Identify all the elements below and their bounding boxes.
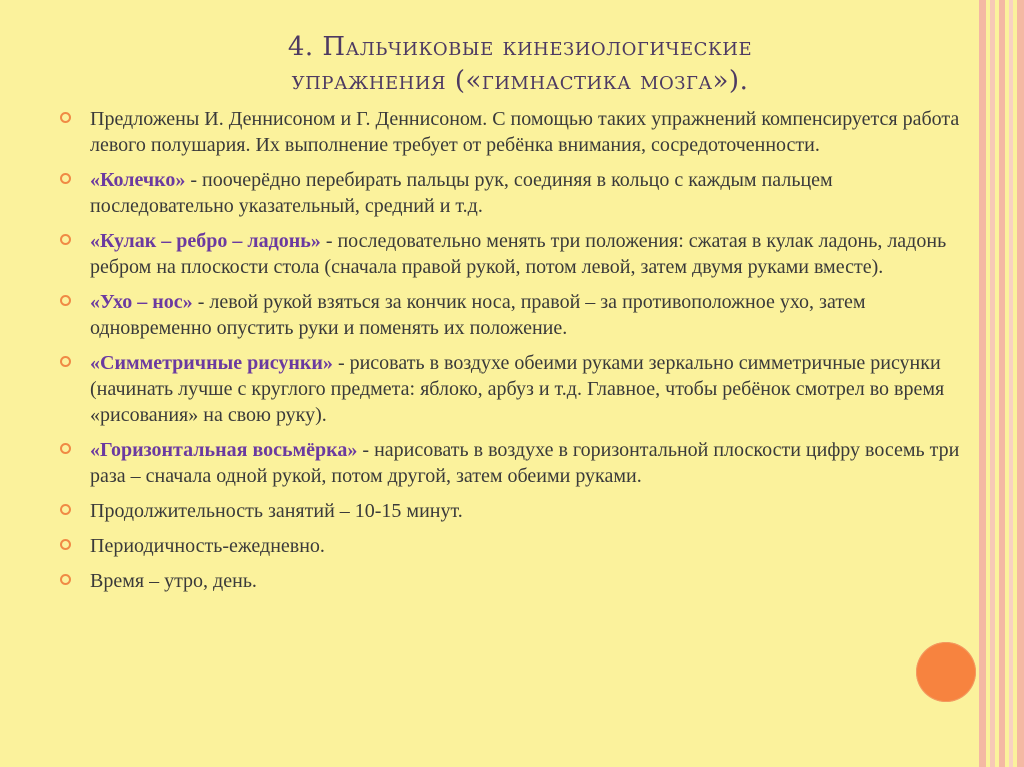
bullet-icon: [60, 504, 71, 515]
item-text: - последовательно менять три положения: сжатая в кулак ладонь, ладонь ребром на плоскости стола (сначала правой рукой, потом левой, затем двумя руками вместе).: [90, 230, 947, 278]
slide-title: [140, 30, 900, 98]
bullet-icon: [60, 173, 71, 184]
list-item: [60, 167, 960, 219]
list-item: [60, 106, 960, 158]
item-keyword: «Кулак – ребро – ладонь»: [90, 230, 321, 252]
stripe: [990, 0, 995, 767]
item-text: - рисовать в воздухе обеими руками зеркально симметричные рисунки (начинать лучше с круглого предмета: яблоко, арбуз и т.д. Главное, чтобы ребёнок смотрел во время «рисования» на свою руку).: [90, 352, 945, 426]
bullet-icon: [60, 443, 71, 454]
bullet-icon: [60, 574, 71, 585]
list-item: [60, 437, 960, 489]
decorative-stripes: [979, 0, 1024, 767]
bullet-icon: [60, 112, 71, 123]
list-item: [60, 498, 960, 524]
item-text: Время – утро, день.: [90, 570, 257, 592]
bullet-icon: [60, 295, 71, 306]
item-text: - нарисовать в воздухе в горизонтальной плоскости цифру восемь три раза – сначала одной рукой, потом другой, затем обеими руками.: [90, 439, 960, 487]
list-item: [60, 350, 960, 428]
item-keyword: «Симметричные рисунки»: [90, 352, 333, 374]
stripe: [1009, 0, 1013, 767]
list-item: [60, 533, 960, 559]
item-text: Предложены И. Деннисоном и Г. Деннисоном. С помощью таких упражнений компенсируется работа левого полушария. Их выполнение требует от ребёнка внимания, сосредоточенности.: [90, 108, 960, 156]
item-text: - поочерёдно перебирать пальцы рук, соединяя в кольцо с каждым пальцем последовательно указательный, средний и т.д.: [90, 169, 833, 217]
title-line-1: 4. Пальчиковые кинезиологические: [287, 32, 753, 62]
item-text: Продолжительность занятий – 10-15 минут.: [90, 500, 463, 522]
item-text: Периодичность-ежедневно.: [90, 535, 325, 557]
stripe: [1017, 0, 1024, 767]
decorative-circle: [916, 642, 976, 702]
bullet-icon: [60, 539, 71, 550]
list-item: [60, 568, 960, 594]
item-keyword: «Горизонтальная восьмёрка»: [90, 439, 358, 461]
stripe: [999, 0, 1005, 767]
list-item: [60, 228, 960, 280]
stripe: [979, 0, 986, 767]
list-item: [60, 289, 960, 341]
bullet-icon: [60, 356, 71, 367]
bullet-icon: [60, 234, 71, 245]
item-text: - левой рукой взяться за кончик носа, правой – за противоположное ухо, затем одновременно опустить руки и поменять их положение.: [90, 291, 866, 339]
title-line-2: упражнения («гимнастика мозга»).: [291, 66, 749, 96]
item-keyword: «Ухо – нос»: [90, 291, 193, 313]
item-keyword: «Колечко»: [90, 169, 186, 191]
bullet-list: [60, 106, 960, 603]
